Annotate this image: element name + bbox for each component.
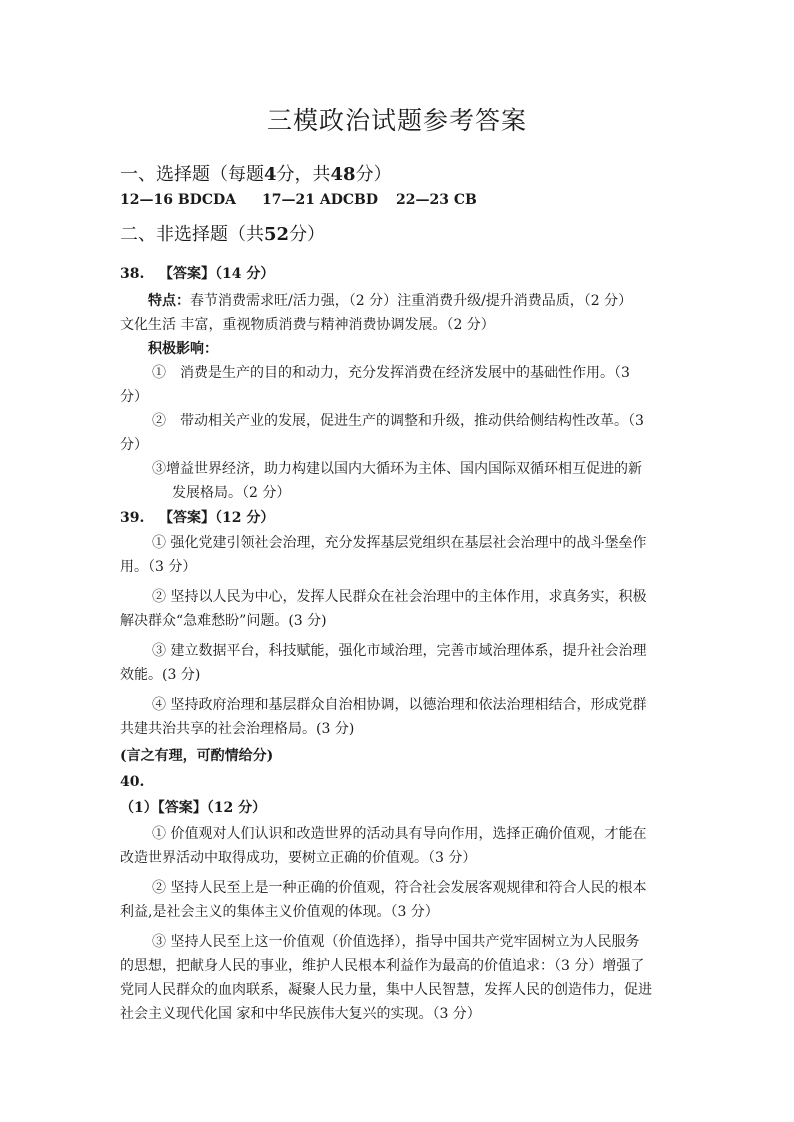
q40-number: 40. <box>120 774 145 790</box>
q38-header <box>120 264 274 284</box>
q39-answer-tag: 【答案】 <box>158 510 215 526</box>
q39-score: （12 分） <box>214 510 275 526</box>
section1-end: 分） <box>355 164 392 185</box>
q39-point-2-line-1: ② 坚持以人民为中心，发挥人民群众在社会治理中的主体作用，求真务实，积极 <box>152 589 647 605</box>
q39-point-3-line-2: 效能。(3 分) <box>120 667 201 683</box>
q39-number: 39. <box>120 510 145 526</box>
q40-point-1-line-1: ① 价值观对人们认识和改造世界的活动具有导向作用，选择正确价值观，才能在 <box>152 826 647 842</box>
q38-point-1-line-1: ① 消费是生产的目的和动力，充分发挥消费在经济发展中的基础性作用。（3 <box>152 365 630 381</box>
q40-point-1-line-2: 改造世界活动中取得成功，要树立正确的价值观。（3 分） <box>120 850 477 866</box>
q40-point-3-line-4: 社会主义现代化国 家和中华民族伟大复兴的实现。（3 分） <box>120 1006 481 1022</box>
q38-feature-line-2: 文化生活 丰富，重视物质消费与精神消费协调发展。（2 分） <box>120 317 495 333</box>
q39-point-3-line-1: ③ 建立数据平台，科技赋能，强化市域治理，完善市域治理体系，提升社会治理 <box>152 643 647 659</box>
q38-point-2-line-1: ② 带动相关产业的发展，促进生产的调整和升级，推动供给侧结构性改革。（3 <box>152 413 644 429</box>
q40-answer-tag: 【答案】 <box>157 800 207 816</box>
q39-grading-note: (言之有理，可酌情给分) <box>120 748 274 764</box>
page-title: 三模政治试题参考答案 <box>266 106 527 135</box>
q39-point-4-line-1: ④ 坚持政府治理和基层群众自治相协调，以德治理和依法治理相结合，形成党群 <box>152 697 647 713</box>
q38-feature-text-1: 春节消费需求旺/活力强，（2 分）注重消费升级/提升消费品质，（2 分） <box>190 293 633 309</box>
answer-group-1: 12—16 BDCDA <box>120 192 236 208</box>
section1-mid: 分，共 <box>276 164 331 185</box>
q38-point-3-line-2: 发展格局。（2 分） <box>172 485 291 501</box>
q38-impact-label: 积极影响： <box>148 341 218 357</box>
section1-label: 一、选择题（每题 <box>120 164 264 185</box>
section1-total-score: 48 <box>330 164 356 185</box>
q40-point-2-line-1: ② 坚持人民至上是一种正确的价值观，符合社会发展客观规律和符合人民的根本 <box>152 880 647 896</box>
answer-group-2: 17—21 ADCBD <box>262 192 378 208</box>
q38-point-2-line-2: 分） <box>120 437 148 453</box>
q38-point-3-line-1: ③增益世界经济，助力构建以国内大循环为主体、国内国际双循环相互促进的新 <box>152 461 642 477</box>
q40-sub1-label: （1） <box>120 800 158 816</box>
q39-point-2-line-2: 解决群众“急难愁盼”问题。(3 分) <box>120 613 327 629</box>
q40-point-3-line-1: ③ 坚持人民至上这一价值观（价值选择），指导中国共产党牢固树立为人民服务 <box>152 934 640 950</box>
q40-sub1-header <box>120 798 266 818</box>
q38-point-1-line-2: 分） <box>120 389 148 405</box>
q40-point-3-line-2: 的思想，把献身人民的事业，维护人民根本利益作为最高的价值追求：（3 分）增强了 <box>120 958 645 974</box>
q39-point-1-line-2: 用。（3 分） <box>120 559 197 575</box>
q38-feature-line-1 <box>148 291 632 311</box>
section2-label: 二、非选择题（共 <box>120 224 264 245</box>
q40-point-2-line-2: 利益,是社会主义的集体主义价值观的体现。（3 分） <box>120 904 439 920</box>
q39-point-4-line-2: 共建共治共享的社会治理格局。(3 分) <box>120 721 355 737</box>
q38-number: 38. <box>120 266 145 282</box>
q39-point-1-line-1: ① 强化党建引领社会治理，充分发挥基层党组织在基层社会治理中的战斗堡垒作 <box>152 535 647 551</box>
section1-heading <box>120 160 392 186</box>
q39-header <box>120 508 274 528</box>
section2-end: 分） <box>289 224 326 245</box>
q40-score: （12 分） <box>206 800 267 816</box>
q38-feature-label: 特点： <box>148 293 190 309</box>
q40-point-3-line-3: 党同人民群众的血肉联系，凝聚人民力量，集中人民智慧，发挥人民的创造伟力，促进 <box>120 982 652 998</box>
section2-total-score: 52 <box>264 224 290 245</box>
section2-heading <box>120 220 325 246</box>
q38-score: （14 分） <box>214 266 275 282</box>
section1-per-question-score: 4 <box>264 164 277 185</box>
answer-group-3: 22—23 CB <box>396 192 477 208</box>
q38-answer-tag: 【答案】 <box>158 266 215 282</box>
